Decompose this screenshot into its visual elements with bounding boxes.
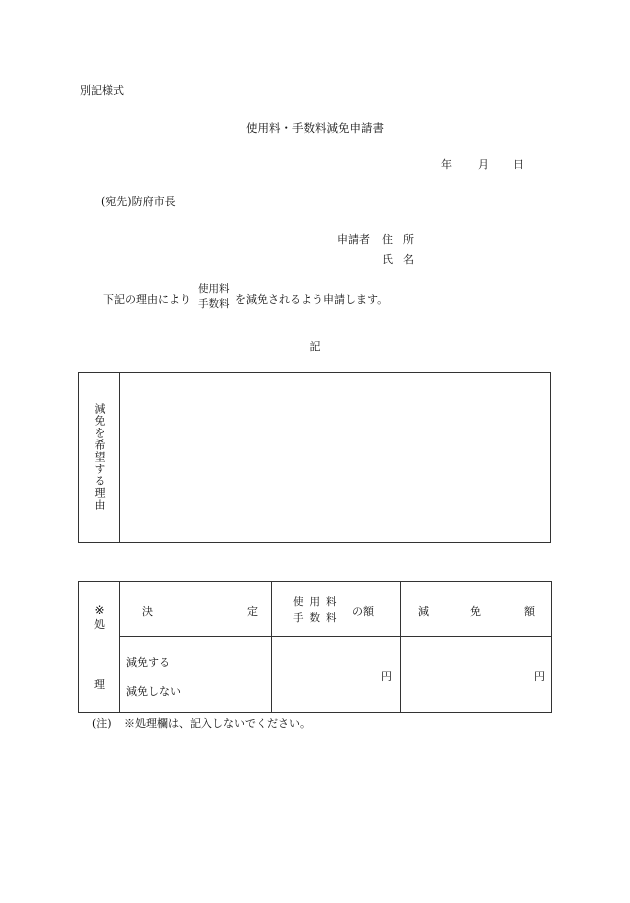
fee-yen-unit: 円 xyxy=(381,670,392,683)
addressee: (宛先)防府市長 xyxy=(101,195,176,208)
decision-options-cell xyxy=(120,637,272,713)
request-text-part2: を減免されるよう申請します。 xyxy=(235,293,389,306)
reason-input-area[interactable] xyxy=(120,373,550,542)
processing-mark: ※ xyxy=(94,603,105,617)
decision-option-deny: 減免しない xyxy=(126,685,181,698)
processing-label-top: 処 xyxy=(94,618,105,631)
processing-side-cell xyxy=(79,582,120,713)
note-text: ※処理欄は、記入しないでください。 xyxy=(124,717,311,730)
fee-header-handling: 手数料 xyxy=(293,612,343,624)
address-label: 住所 xyxy=(382,233,424,246)
request-option-handling-fee: 手数料 xyxy=(198,298,230,310)
fee-amount-cell[interactable] xyxy=(272,637,401,713)
fee-amount-header xyxy=(272,582,401,637)
applicant-label: 申請者 xyxy=(337,233,370,246)
form-label: 別記様式 xyxy=(80,84,124,97)
date-year-label: 年 xyxy=(441,158,452,171)
decision-header-right: 定 xyxy=(247,605,258,618)
fee-header-suffix: の額 xyxy=(352,605,374,618)
ki-heading: 記 xyxy=(309,340,321,353)
reason-label: 減免を希望する理由 xyxy=(93,403,106,511)
fee-header-usage: 使用料 xyxy=(293,596,343,608)
name-label: 氏名 xyxy=(382,253,424,266)
reason-label-cell xyxy=(79,373,120,542)
amount-header-char-1: 減 xyxy=(418,605,429,618)
amount-yen-unit: 円 xyxy=(534,670,545,683)
date-day-label: 日 xyxy=(513,158,524,171)
document-title: 使用料・手数料減免申請書 xyxy=(246,121,384,135)
amount-header-char-2: 免 xyxy=(470,605,481,618)
date-month-label: 月 xyxy=(478,158,489,171)
request-option-usage-fee: 使用料 xyxy=(198,283,230,295)
amount-header-char-3: 額 xyxy=(524,605,535,618)
request-text-part1: 下記の理由により xyxy=(103,293,191,306)
request-fee-type-options xyxy=(198,282,230,312)
note-prefix: (注) xyxy=(92,717,112,730)
reduction-amount-cell[interactable] xyxy=(401,637,552,713)
reason-box xyxy=(78,372,551,543)
fee-type-stack xyxy=(293,594,343,626)
decision-header-left: 決 xyxy=(142,605,153,618)
reduction-amount-header xyxy=(401,582,552,637)
processing-label-bottom: 理 xyxy=(94,678,105,691)
decision-header xyxy=(120,582,272,637)
decision-option-apply: 減免する xyxy=(126,656,170,669)
processing-table xyxy=(78,581,552,713)
